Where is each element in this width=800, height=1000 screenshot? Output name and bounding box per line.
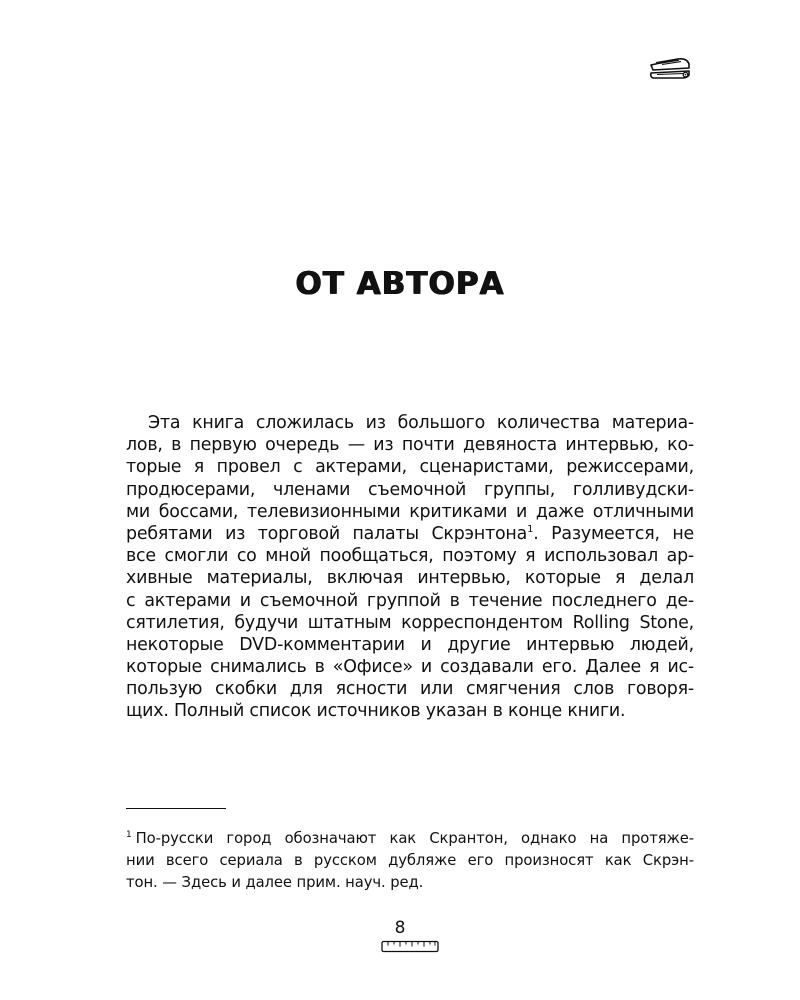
footnote xyxy=(126,828,694,895)
ruler-icon xyxy=(381,940,439,953)
body-line: торые я провел с актерами, сценаристами, режиссерами, xyxy=(126,457,694,478)
body-line-tail: . Разумеется, не xyxy=(533,523,694,544)
body-line: сятилетия, будучи штатным корреспондентом Rolling Stone, xyxy=(126,612,694,633)
body-line: все смогли со мной пообщаться, поэтому я использовал ар- xyxy=(126,546,694,567)
footnote-line xyxy=(126,828,694,850)
body-line: которые снимались в «Офисе» и создавали его. Далее я ис- xyxy=(126,657,694,678)
footnote-line: тон. — Здесь и далее прим. науч. ред. xyxy=(126,874,424,892)
body-line: продюсерами, членами съемочной группы, голливудски- xyxy=(126,479,694,500)
footnote-line: нии всего сериала в русском дубляже его произносят как Скрэн- xyxy=(126,852,694,870)
footnote-line-text: По-русски город обозначают как Скрантон, однако на протяже- xyxy=(135,830,694,847)
stapler-icon xyxy=(648,56,692,82)
body-line: Эта книга сложилась из большого количества материа- xyxy=(148,413,694,433)
body-line: ми боссами, телевизионными критиками и даже отличными xyxy=(126,501,694,522)
body-line: некоторые DVD-комментарии и другие интервью людей, xyxy=(126,634,694,655)
body-line: лов, в первую очередь — из почти девяноста интервью, ко- xyxy=(126,435,694,456)
body-line-text: ребятами из торговой палаты Скрэнтона xyxy=(126,523,528,544)
footnote-marker: 1 xyxy=(126,830,132,841)
body-line: хивные материалы, включая интервью, которые я делал xyxy=(126,568,694,589)
body-line: с актерами и съемочной группой в течение последнего де- xyxy=(126,590,694,611)
page-title: ОТ АВТОРА xyxy=(295,266,505,302)
body-paragraph xyxy=(126,412,694,723)
page-number: 8 xyxy=(394,918,406,938)
body-line: пользую скобки для ясности или смягчения слов говоря- xyxy=(126,679,694,700)
body-line-with-footnote xyxy=(126,523,694,545)
footnote-reference: 1 xyxy=(527,524,534,536)
body-line: щих. Полный список источников указан в конце книги. xyxy=(126,701,626,722)
footnote-divider xyxy=(126,808,226,809)
